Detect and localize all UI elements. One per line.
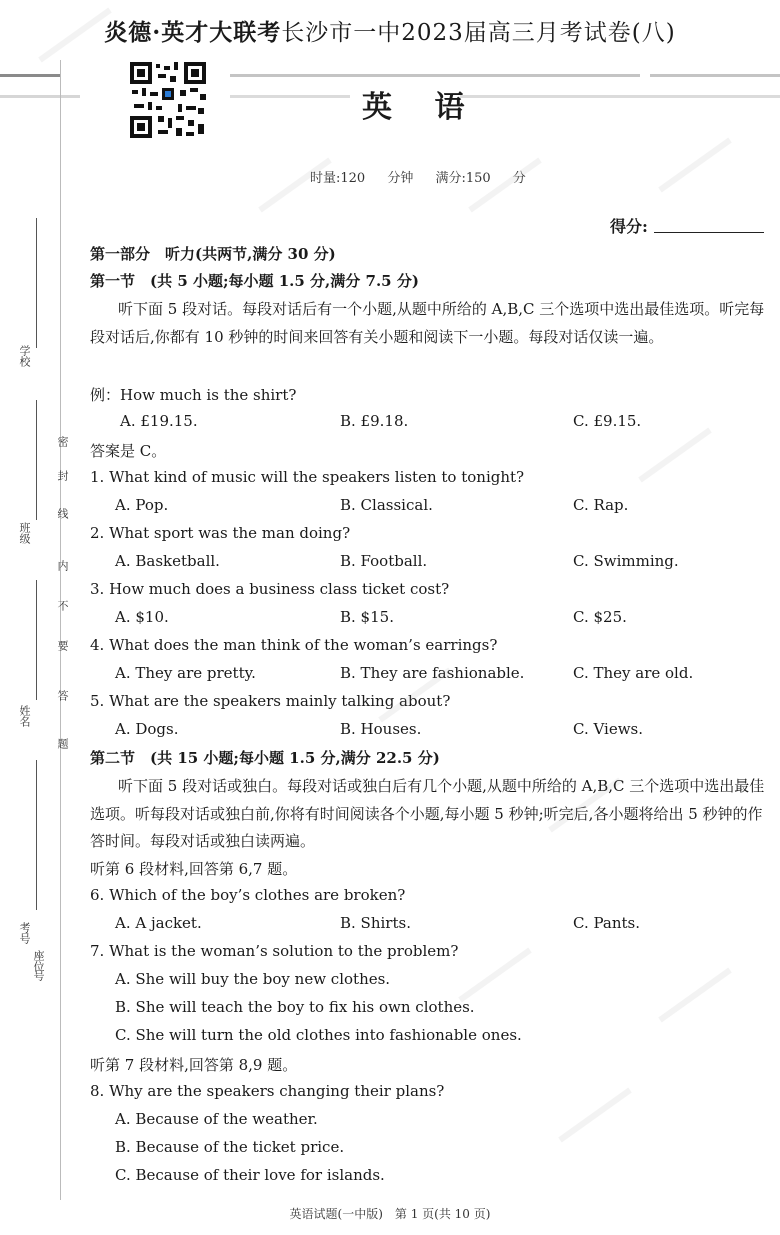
section2-instructions: 听下面 5 段对话或独白。每段对话或独白后有几个小题,从题中所给的 A,B,C 三个选项中选出最佳选项。听每段对话或独白前,你将有时间阅读各个小题,每小题 5 秒钟;听完后,各小题将给出 5 秒钟的作答时间。每段对话或独白读两遍。: [90, 777, 765, 850]
example-option-c: C. £9.15.: [573, 412, 642, 430]
question-2: 2. What sport was the man doing?: [90, 524, 351, 542]
exam-time: 时量:120 分钟: [310, 171, 414, 186]
seal-char: 内: [56, 560, 69, 571]
side-label-school: 学校: [18, 345, 31, 367]
subject-title: 英 语: [362, 90, 481, 125]
q2-option-a: A. Basketball.: [115, 552, 220, 570]
side-label-class: 班级: [18, 522, 31, 544]
q7-option-b: B. She will teach the boy to fix his own clothes.: [115, 998, 475, 1016]
q7-option-a: A. She will buy the boy new clothes.: [115, 970, 391, 988]
q2-option-b: B. Football.: [340, 552, 428, 570]
seal-char: 要: [56, 640, 69, 651]
material-6-note: 听第 6 段材料,回答第 6,7 题。: [90, 860, 298, 878]
q7-option-c: C. She will turn the old clothes into fashionable ones.: [115, 1026, 522, 1044]
q3-option-c: C. $25.: [573, 608, 627, 626]
seal-char: 答: [56, 690, 69, 701]
seal-char: 线: [56, 508, 69, 519]
seat-char: 号: [32, 970, 45, 981]
example-option-b: B. £9.18.: [340, 412, 409, 430]
q3-option-b: B. $15.: [340, 608, 394, 626]
seal-char: 密: [56, 436, 69, 447]
seal-char: 封: [56, 470, 69, 481]
q8-option-a: A. Because of the weather.: [115, 1110, 318, 1128]
exam-full-score: 满分:150 分: [435, 171, 526, 186]
q4-option-b: B. They are fashionable.: [340, 664, 525, 682]
example-question: 例：How much is the shirt?: [90, 386, 297, 404]
q8-option-b: B. Because of the ticket price.: [115, 1138, 345, 1156]
q3-option-a: A. $10.: [115, 608, 169, 626]
q4-option-c: C. They are old.: [573, 664, 694, 682]
q6-option-b: B. Shirts.: [340, 914, 411, 932]
q5-option-c: C. Views.: [573, 720, 644, 738]
q4-option-a: A. They are pretty.: [115, 664, 256, 682]
q5-option-a: A. Dogs.: [115, 720, 179, 738]
side-label-number: 考号: [18, 922, 31, 944]
page-footer: 英语试题(一中版) 第 1 页(共 10 页): [289, 1207, 491, 1221]
header-exam-name: 长沙市一中2023届高三月考试卷(八): [281, 20, 676, 46]
side-label-name: 姓名: [18, 705, 31, 727]
section2-title: 第二节 (共 15 小题;每小题 1.5 分,满分 22.5 分): [90, 749, 440, 767]
q1-option-b: B. Classical.: [340, 496, 433, 514]
question-1: 1. What kind of music will the speakers listen to tonight?: [90, 468, 525, 486]
question-7: 7. What is the woman’s solution to the problem?: [90, 942, 459, 960]
header-brand: 炎德·英才大联考: [104, 19, 282, 46]
question-4: 4. What does the man think of the woman’s earrings?: [90, 636, 498, 654]
question-6: 6. Which of the boy’s clothes are broken?: [90, 886, 406, 904]
question-8: 8. Why are the speakers changing their plans?: [90, 1082, 445, 1100]
q8-option-c: C. Because of their love for islands.: [115, 1166, 385, 1184]
q6-option-c: C. Pants.: [573, 914, 640, 932]
score-label: 得分:: [610, 217, 648, 236]
q2-option-c: C. Swimming.: [573, 552, 679, 570]
section1-instructions: 听下面 5 段对话。每段对话后有一个小题,从题中所给的 A,B,C 三个选项中选出最佳选项。听完每段对话后,你都有 10 秒钟的时间来回答有关小题和阅读下一小题。每段对话仅读一遍。: [90, 300, 765, 346]
material-7-note: 听第 7 段材料,回答第 8,9 题。: [90, 1056, 298, 1074]
example-option-a: A. £19.15.: [120, 412, 198, 430]
q1-option-a: A. Pop.: [115, 496, 169, 514]
example-answer: 答案是 C。: [90, 442, 167, 460]
q1-option-c: C. Rap.: [573, 496, 629, 514]
seat-char: 座位: [32, 950, 45, 972]
question-5: 5. What are the speakers mainly talking about?: [90, 692, 451, 710]
question-3: 3. How much does a business class ticket cost?: [90, 580, 450, 598]
q6-option-a: A. A jacket.: [115, 914, 202, 932]
part1-title: 第一部分 听力(共两节,满分 30 分): [90, 245, 336, 263]
section1-title: 第一节 (共 5 小题;每小题 1.5 分,满分 7.5 分): [90, 272, 419, 290]
q5-option-b: B. Houses.: [340, 720, 422, 738]
seal-char: 不: [56, 600, 69, 611]
seal-char: 题: [56, 738, 69, 749]
